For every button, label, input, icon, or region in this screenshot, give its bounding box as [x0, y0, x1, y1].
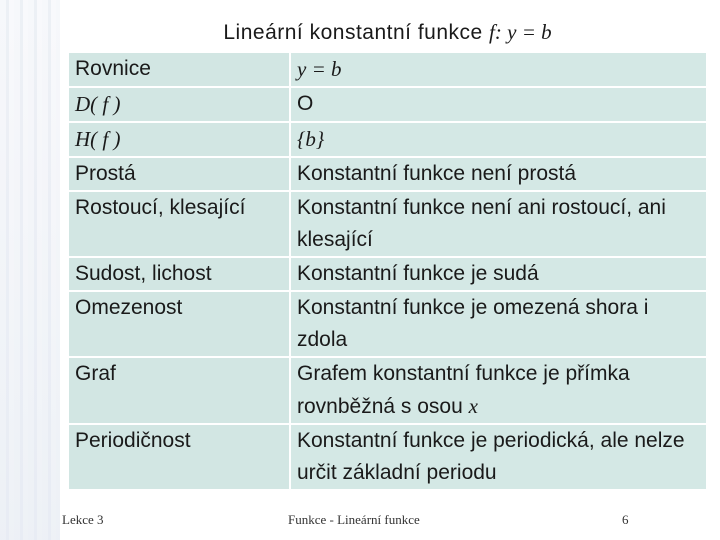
property-label-text: Prostá [75, 162, 136, 185]
property-value-text: O [297, 92, 314, 115]
table-row [68, 257, 707, 291]
property-label [68, 257, 290, 291]
property-label-text: D( f ) [75, 92, 121, 116]
property-label [68, 122, 290, 157]
title-formula: f: y = b [489, 20, 552, 44]
property-label-text: Rovnice [75, 57, 151, 80]
property-label [68, 157, 290, 191]
table-title [68, 13, 707, 52]
property-label-text: Rostoucí, klesající [75, 196, 246, 219]
property-label [68, 424, 290, 490]
property-value-text: {b} [297, 127, 325, 151]
property-value [290, 52, 707, 87]
property-label-text: Sudost, lichost [75, 262, 212, 285]
property-label-text: Periodičnost [75, 429, 191, 452]
property-value [290, 157, 707, 191]
property-value-text: Konstantní funkce není ani rostoucí, ani klesající [297, 196, 666, 251]
table-row [68, 191, 707, 257]
title-text: Lineární konstantní funkce [223, 21, 490, 44]
property-value [290, 122, 707, 157]
property-label [68, 52, 290, 87]
property-value-text: Grafem konstantní funkce je přímka rovnběžná s osou [297, 362, 630, 418]
decorative-stripes [0, 0, 60, 540]
property-value-text: Konstantní funkce je omezená shora i zdola [297, 296, 649, 351]
table-row [68, 357, 707, 424]
table-row [68, 291, 707, 357]
property-label [68, 191, 290, 257]
table-row [68, 157, 707, 191]
property-value-suffix: x [468, 394, 478, 418]
property-value [290, 291, 707, 357]
table-body [68, 52, 707, 490]
property-value-text: Konstantní funkce je sudá [297, 262, 539, 285]
property-label-text: H( f ) [75, 127, 121, 151]
property-label-text: Omezenost [75, 296, 183, 319]
property-value-text: Konstantní funkce je periodická, ale nelze určit základní periodu [297, 429, 685, 484]
properties-table [67, 12, 708, 491]
property-label [68, 291, 290, 357]
footer-topic: Funkce - Lineární funkce [288, 512, 420, 527]
property-label-text: Graf [75, 362, 116, 385]
table-title-row [68, 13, 707, 52]
footer-page-number: 6 [622, 512, 629, 527]
property-label [68, 357, 290, 424]
table-row [68, 52, 707, 87]
property-value [290, 191, 707, 257]
table-row [68, 424, 707, 490]
property-value-text: Konstantní funkce není prostá [297, 162, 577, 185]
table-row [68, 87, 707, 122]
property-value [290, 257, 707, 291]
property-value [290, 357, 707, 424]
footer-lesson: Lekce 3 [62, 512, 104, 527]
property-value [290, 424, 707, 490]
property-label [68, 87, 290, 122]
property-value [290, 87, 707, 122]
property-value-text: y = b [297, 57, 342, 81]
table-row [68, 122, 707, 157]
